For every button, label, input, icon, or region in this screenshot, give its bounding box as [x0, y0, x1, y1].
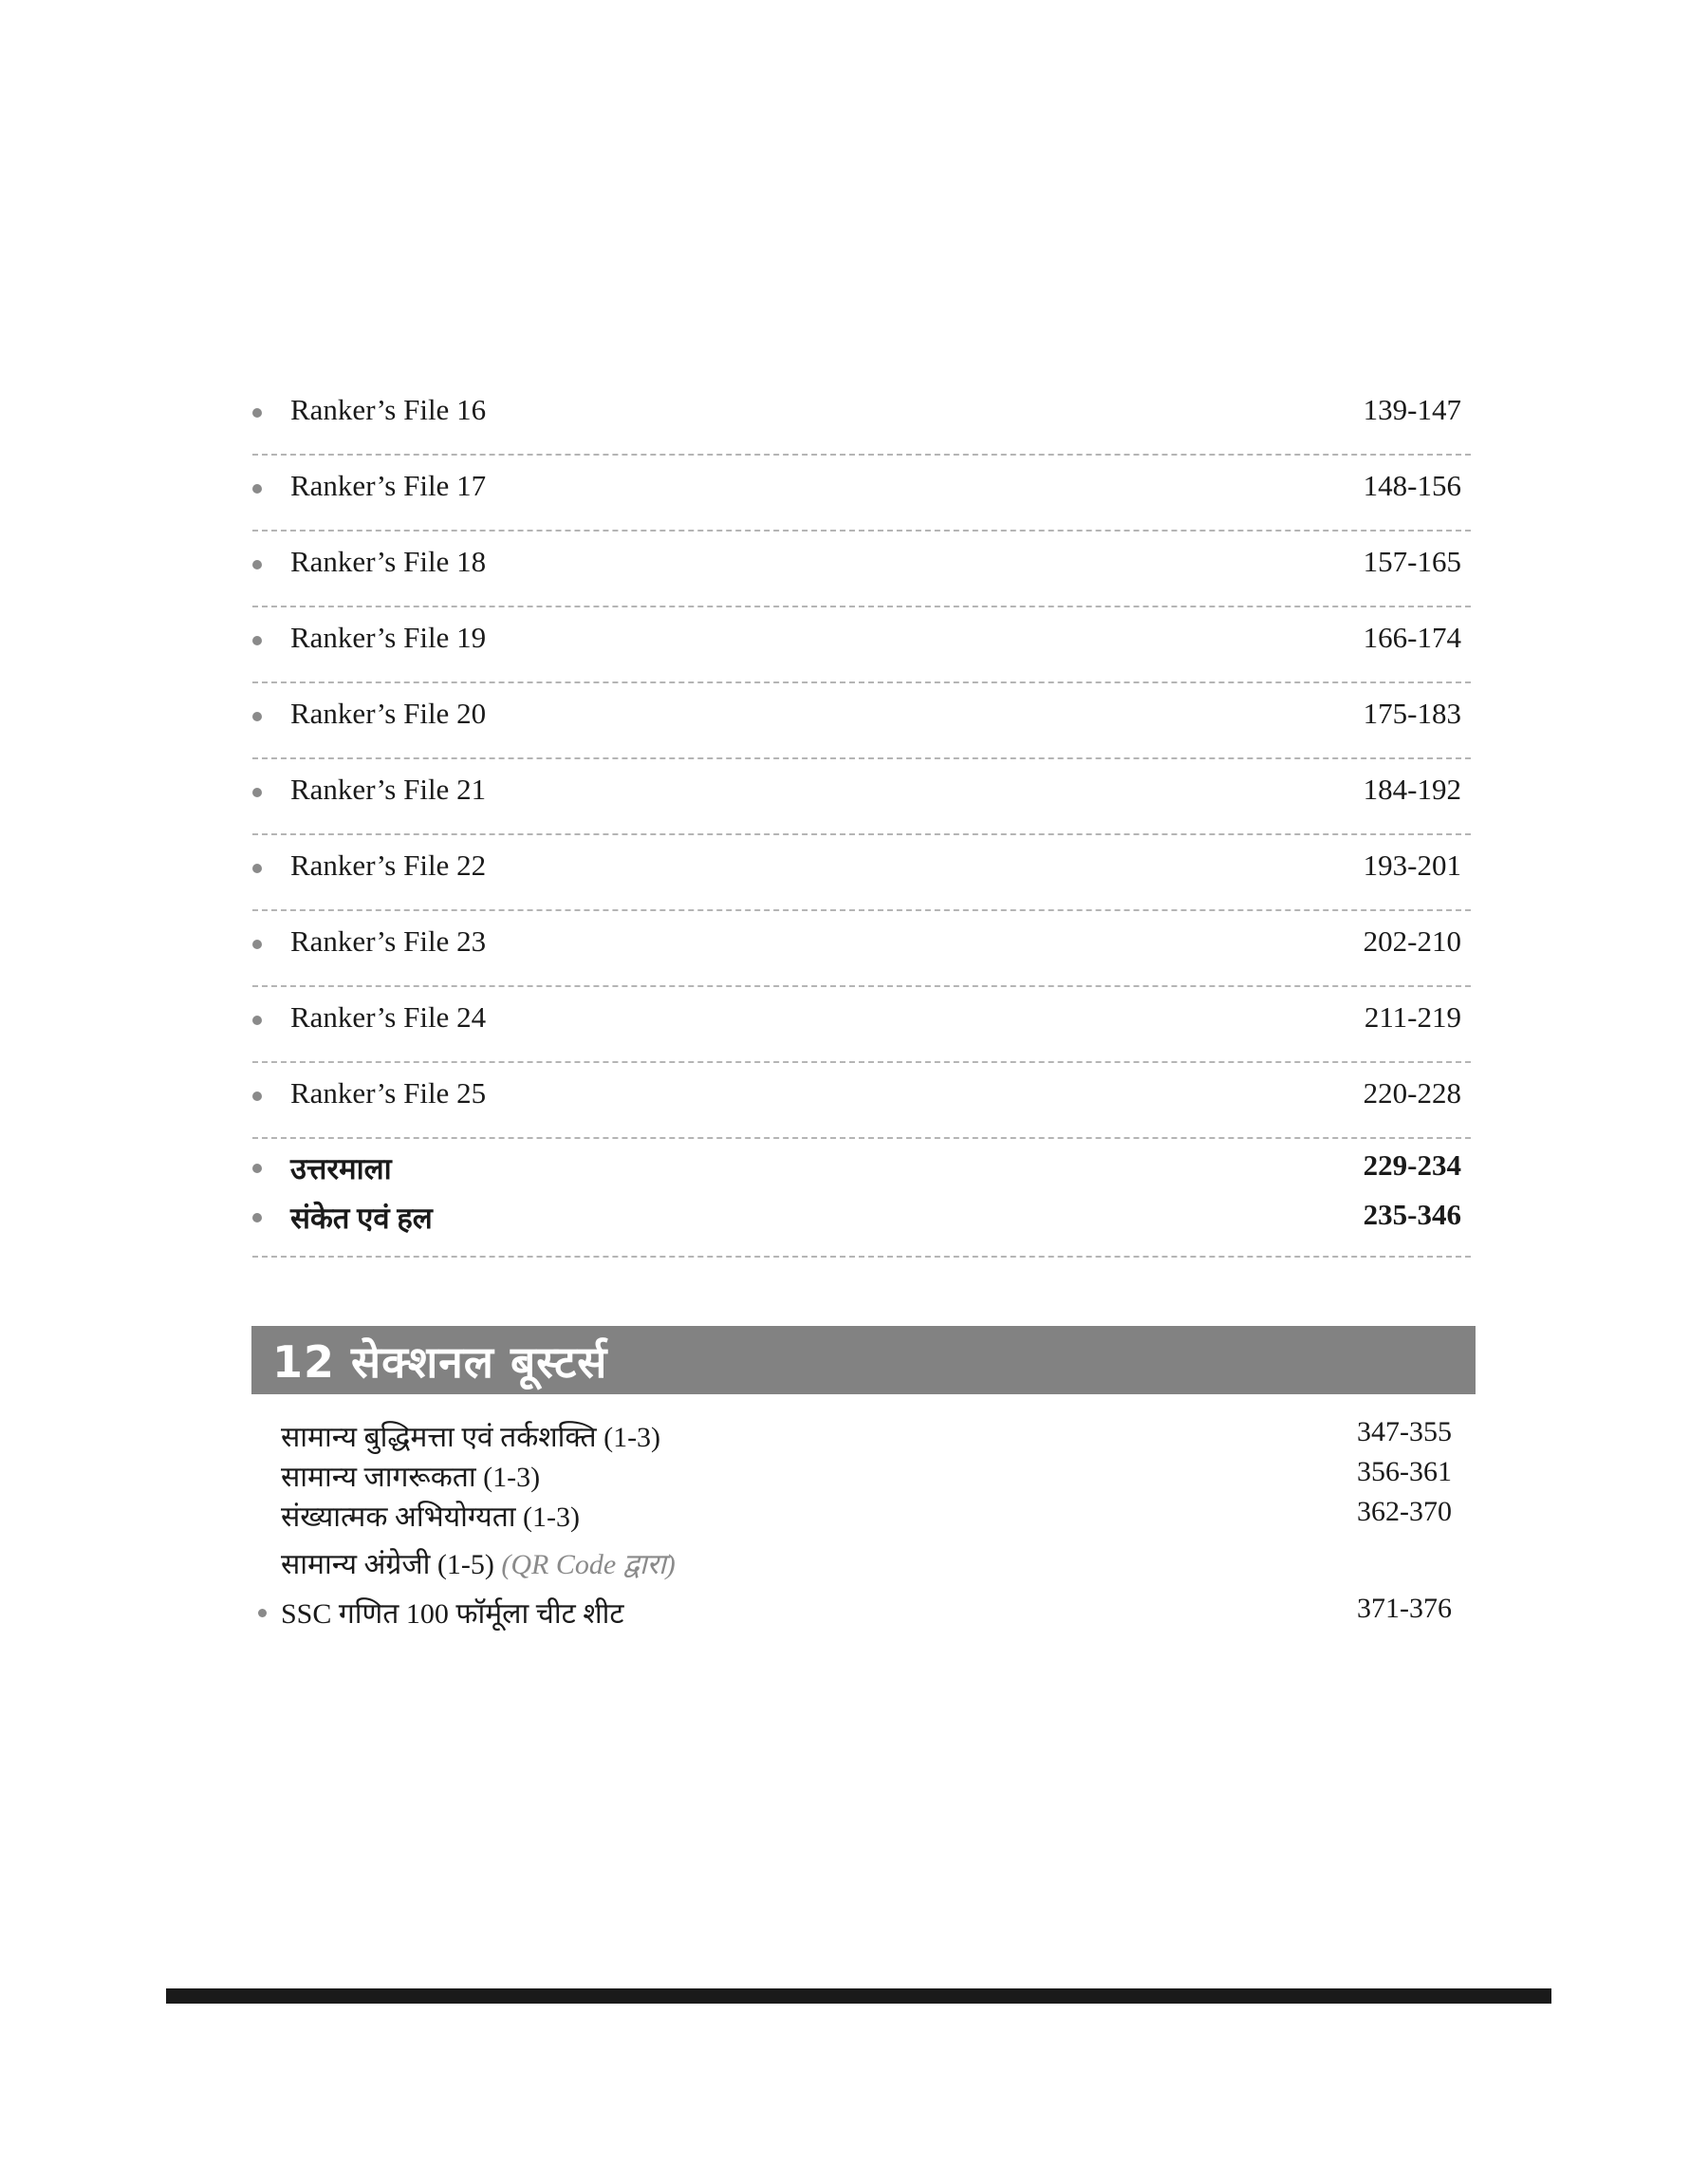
toc-row-rankers-file-21 [252, 759, 1471, 835]
toc-row-rankers-file-20 [252, 683, 1471, 759]
toc-label: Ranker’s File 21 [290, 773, 487, 806]
booster-pages: 347-355 [1357, 1416, 1452, 1447]
section-heading-banner [251, 1326, 1476, 1394]
bullet-icon [252, 560, 262, 569]
toc-label: Ranker’s File 16 [290, 393, 487, 426]
toc-label: Ranker’s File 17 [290, 469, 487, 502]
booster-pages: 362-370 [1357, 1496, 1452, 1527]
toc-pages: 148-156 [1363, 469, 1461, 502]
toc-row-rankers-file-17 [252, 456, 1471, 532]
toc-row-rankers-file-25 [252, 1063, 1471, 1139]
toc-pages: 166-174 [1363, 621, 1461, 654]
bullet-icon [252, 712, 262, 721]
toc-label: संकेत एवं हल [290, 1202, 433, 1235]
bullet-icon [252, 636, 262, 645]
toc-row-answers [252, 1139, 1471, 1188]
toc-row-rankers-file-19 [252, 607, 1471, 683]
booster-row-cheat-sheet [256, 1591, 1452, 1631]
bullet-icon [252, 864, 262, 873]
toc-row-rankers-file-18 [252, 532, 1471, 607]
bullet-icon [252, 484, 262, 494]
booster-label [281, 1543, 676, 1582]
section-heading: 12 सेक्शनल बूस्टर्स [272, 1336, 608, 1388]
toc-pages: 211-219 [1364, 1000, 1461, 1034]
toc-pages: 184-192 [1363, 773, 1461, 806]
english-label: सामान्य अंग्रेजी (1-5) [281, 1549, 502, 1580]
toc-pages: 229-234 [1363, 1148, 1461, 1182]
bullet-icon [252, 1092, 262, 1101]
toc-row-rankers-file-23 [252, 911, 1471, 987]
toc-pages: 193-201 [1363, 849, 1461, 882]
booster-pages: 356-361 [1357, 1456, 1452, 1487]
toc-pages: 157-165 [1363, 545, 1461, 578]
bullet-icon [258, 1609, 267, 1617]
footer-rule [166, 1988, 1551, 2004]
bullet-icon [252, 1016, 262, 1025]
booster-row-english [256, 1541, 1452, 1581]
toc-pages: 220-228 [1363, 1076, 1461, 1110]
toc-row-rankers-file-16 [252, 380, 1471, 456]
toc-pages: 202-210 [1363, 924, 1461, 958]
bullet-icon [252, 940, 262, 949]
booster-label: संख्यात्मक अभियोग्यता (1-3) [281, 1502, 581, 1533]
booster-label: सामान्य बुद्धिमत्ता एवं तर्कशक्ति (1-3) [281, 1422, 661, 1453]
toc-label: Ranker’s File 22 [290, 849, 487, 882]
toc-pages: 175-183 [1363, 697, 1461, 730]
toc-row-rankers-file-24 [252, 987, 1471, 1063]
booster-row-quantitative [256, 1494, 1452, 1534]
sectional-boosters-list [256, 1414, 1452, 1631]
table-of-contents [252, 380, 1471, 1258]
booster-row-reasoning [256, 1414, 1452, 1454]
booster-label: सामान्य जागरूकता (1-3) [281, 1462, 541, 1493]
toc-row-solutions [252, 1188, 1471, 1258]
toc-label: Ranker’s File 19 [290, 621, 487, 654]
qr-code-note: (QR Code द्वारा) [501, 1549, 676, 1580]
bullet-icon [252, 408, 262, 418]
toc-label: उत्तरमाला [290, 1152, 392, 1185]
bullet-icon [252, 788, 262, 797]
toc-label: Ranker’s File 25 [290, 1076, 487, 1110]
bullet-icon [252, 1213, 262, 1222]
booster-pages: 371-376 [1357, 1593, 1452, 1624]
booster-label: SSC गणित 100 फॉर्मूला चीट शीट [281, 1598, 624, 1630]
booster-row-awareness [256, 1454, 1452, 1494]
toc-row-rankers-file-22 [252, 835, 1471, 911]
toc-label: Ranker’s File 18 [290, 545, 487, 578]
toc-label: Ranker’s File 20 [290, 697, 487, 730]
bullet-icon [252, 1164, 262, 1173]
toc-label: Ranker’s File 24 [290, 1000, 487, 1034]
toc-pages: 235-346 [1363, 1198, 1461, 1231]
toc-label: Ranker’s File 23 [290, 924, 487, 958]
toc-pages: 139-147 [1363, 393, 1461, 426]
